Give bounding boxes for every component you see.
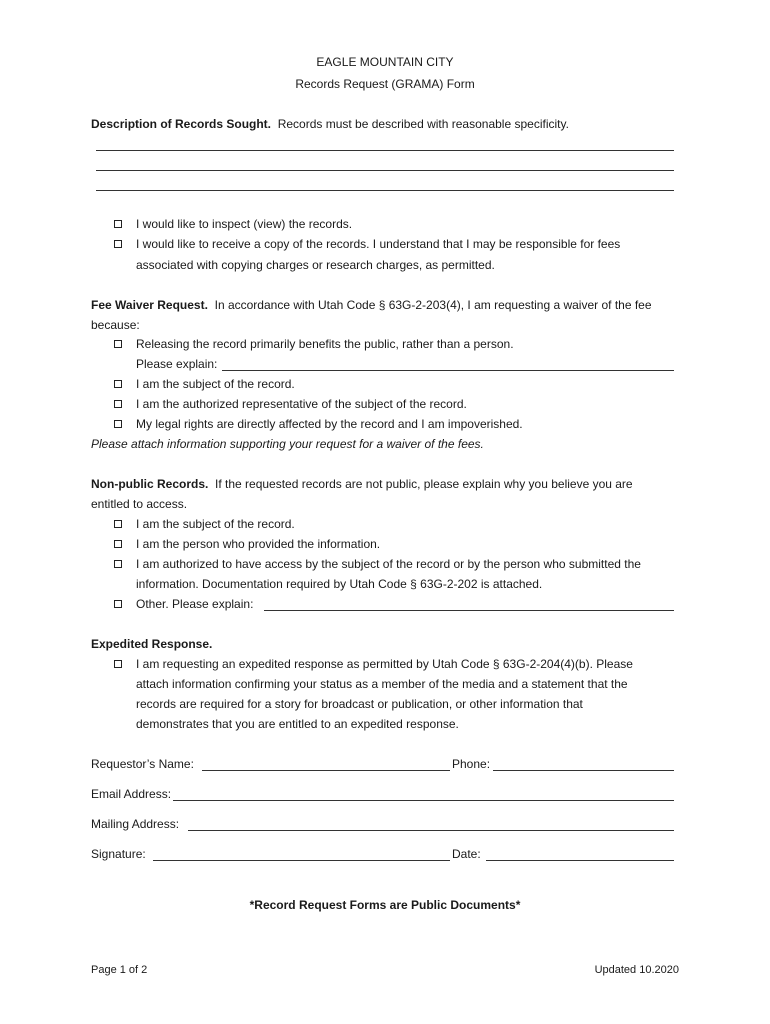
email-input[interactable]	[173, 800, 674, 801]
requestor-name-label: Requestor’s Name:	[91, 757, 194, 771]
fee-explain-input[interactable]	[222, 370, 674, 371]
nonpublic-subject-label: I am the subject of the record.	[136, 517, 295, 531]
fee-representative-label: I am the authorized representative of the subject of the record.	[136, 397, 467, 411]
email-label: Email Address:	[91, 787, 172, 801]
fee-waiver-text: In accordance with Utah Code § 63G-2-203(4), I am requesting a waiver of the fee	[214, 298, 652, 312]
nonpublic-other-input[interactable]	[264, 610, 674, 611]
fee-waiver-note: Please attach information supporting your request for a waiver of the fees.	[91, 437, 484, 451]
nonpublic-other-checkbox[interactable]	[114, 600, 122, 608]
nonpublic-provider-checkbox[interactable]	[114, 540, 122, 548]
phone-input[interactable]	[493, 770, 674, 771]
fee-public-benefit-label: Releasing the record primarily benefits the public, rather than a person.	[136, 337, 514, 351]
nonpublic-text-line2: entitled to access.	[91, 497, 188, 511]
fee-impoverished-checkbox[interactable]	[114, 420, 122, 428]
description-text: Records must be described with reasonable specificity.	[277, 117, 569, 131]
nonpublic-other-label: Other. Please explain:	[136, 597, 254, 611]
page-number: Page 1 of 2	[91, 964, 148, 976]
description-line-3[interactable]	[96, 190, 674, 191]
requestor-name-input[interactable]	[202, 770, 450, 771]
fee-subject-label: I am the subject of the record.	[136, 377, 295, 391]
copy-label-line1: I would like to receive a copy of the records. I understand that I may be responsible for fees	[136, 237, 621, 251]
nonpublic-subject-checkbox[interactable]	[114, 520, 122, 528]
copy-label-line2: associated with copying charges or research charges, as permitted.	[136, 258, 495, 272]
expedited-label-line4: demonstrates that you are entitled to an expedited response.	[136, 717, 459, 731]
expedited-label-line3: records are required for a story for broadcast or publication, or other information that	[136, 697, 583, 711]
signature-label: Signature:	[91, 847, 146, 861]
description-section	[91, 117, 569, 131]
description-line-1[interactable]	[96, 150, 674, 151]
expedited-label-line2: attach information confirming your status as a member of the media and a statement that the	[136, 677, 628, 691]
nonpublic-provider-label: I am the person who provided the information.	[136, 537, 381, 551]
mailing-address-input[interactable]	[188, 830, 674, 831]
date-label: Date:	[452, 847, 481, 861]
fee-subject-checkbox[interactable]	[114, 380, 122, 388]
date-input[interactable]	[486, 860, 674, 861]
nonpublic-authorized-label-line1: I am authorized to have access by the subject of the record or by the person who submitted the	[136, 557, 641, 571]
copy-checkbox[interactable]	[114, 240, 122, 248]
expedited-heading: Expedited Response.	[91, 637, 213, 651]
nonpublic-intro	[91, 477, 633, 491]
inspect-label: I would like to inspect (view) the records.	[136, 217, 353, 231]
inspect-checkbox[interactable]	[114, 220, 122, 228]
fee-impoverished-label: My legal rights are directly affected by the record and I am impoverished.	[136, 417, 523, 431]
fee-waiver-heading: Fee Waiver Request.	[91, 298, 208, 312]
nonpublic-text: If the requested records are not public, please explain why you believe you are	[215, 477, 633, 491]
nonpublic-heading: Non-public Records.	[91, 477, 209, 491]
form-title: Records Request (GRAMA) Form	[295, 77, 475, 91]
fee-waiver-text-line2: because:	[91, 318, 140, 332]
signature-input[interactable]	[153, 860, 450, 861]
updated-date: Updated 10.2020	[594, 964, 679, 976]
nonpublic-authorized-label-line2: information. Documentation required by Utah Code § 63G-2-202 is attached.	[136, 577, 543, 591]
phone-label: Phone:	[452, 757, 491, 771]
description-line-2[interactable]	[96, 170, 674, 171]
fee-representative-checkbox[interactable]	[114, 400, 122, 408]
fee-explain-label: Please explain:	[136, 357, 218, 371]
description-heading: Description of Records Sought.	[91, 117, 272, 131]
expedited-checkbox[interactable]	[114, 660, 122, 668]
fee-waiver-intro	[91, 298, 652, 312]
mailing-address-label: Mailing Address:	[91, 817, 180, 831]
fee-public-benefit-checkbox[interactable]	[114, 340, 122, 348]
expedited-label-line1: I am requesting an expedited response as permitted by Utah Code § 63G-2-204(4)(b). Please	[136, 657, 633, 671]
public-documents-notice: *Record Request Forms are Public Documents*	[249, 898, 521, 912]
nonpublic-authorized-checkbox[interactable]	[114, 560, 122, 568]
org-name: EAGLE MOUNTAIN CITY	[316, 55, 454, 69]
